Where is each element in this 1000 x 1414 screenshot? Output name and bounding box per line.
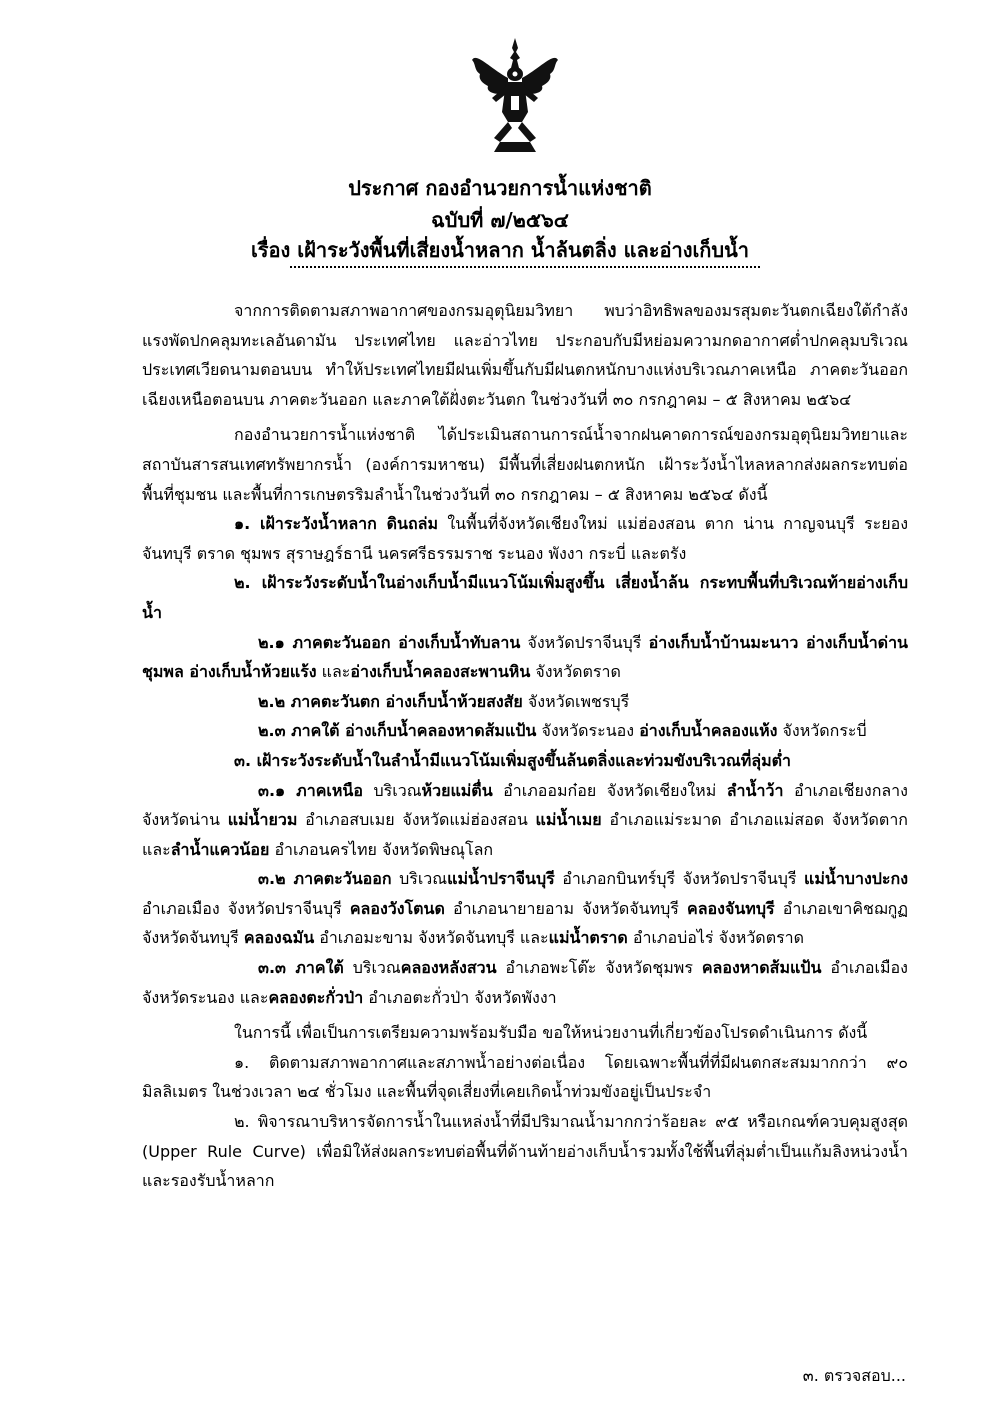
actions-lead: ในการนี้ เพื่อเป็นการเตรียมความพร้อมรับมือ ขอให้หน่วยงานที่เกี่ยวข้องโปรดดำเนินการ ดังนี้ [234, 1023, 868, 1043]
item-3-2-text-3: อำเภอเมือง จังหวัดปราจีนบุรี [142, 898, 350, 918]
continued-marker: ๓. ตรวจสอบ... [802, 1366, 906, 1385]
item-3-1-bold-1: ๓.๑ ภาคเหนือ [258, 780, 363, 800]
item-2-1-bold-1: ๒.๑ ภาคตะวันออก อ่างเก็บน้ำทับลาน [258, 632, 521, 652]
item-2-3-bold-2: อ่างเก็บน้ำคลองแห้ง [639, 721, 778, 741]
item-3-2-bold-1: ๓.๒ ภาคตะวันออก [258, 869, 392, 889]
item-2-heading: ๒. เฝ้าระวังระดับน้ำในอ่างเก็บน้ำมีแนวโน้มเพิ่มสูงขึ้น เสี่ยงน้ำล้น กระทบพื้นที่บริเวณท้ายอ่างเก็บน้ำ [142, 573, 908, 622]
announcement-issuer: ประกาศ กองอำนวยการน้ำแห่งชาติ [348, 176, 652, 200]
item-2 [142, 568, 908, 627]
item-3-1-text-4: อำเภอสบเมย จังหวัดแม่ฮ่องสอน [297, 810, 536, 830]
item-1 [142, 509, 908, 568]
announcement-subject: เรื่อง เฝ้าระวังพื้นที่เสี่ยงน้ำหลาก น้ำล้นตลิ่ง และอ่างเก็บน้ำ [250, 238, 750, 262]
item-2-3-text-2: จังหวัดกระบี่ [777, 721, 867, 741]
item-3-2-bold-4: คลองวังโตนด [349, 898, 445, 918]
item-3-1-bold-2: ห้วยแม่ตื่น [421, 780, 493, 800]
item-2-1-text-3: จังหวัดตราด [530, 662, 621, 682]
intro-paragraph-1: จากการติดตามสภาพอากาศของกรมอุตุนิยมวิทยา พบว่าอิทธิพลของมรสุมตะวันตกเฉียงใต้กำลังแรงพัดปกคลุมทะเลอันดามัน ประเทศไทย และอ่าวไทย ประกอบกับมีหย่อมความกดอากาศต่ำปกคลุมบริเวณประเทศเวียดนามตอนบน ทำให้ประเทศไทยมีฝนเพิ่มขึ้นกับมีฝนตกหนักบางแห่งบริเวณภาคเหนือ ภาคตะวันออกเฉียงเหนือตอนบน ภาคตะวันออก และภาคใต้ฝั่งตะวันตก ในช่วงวันที่ ๓๐ กรกฎาคม – ๕ สิงหาคม ๒๕๖๔ [142, 301, 908, 409]
item-3-1-text-5: อำเภอแม่ระมาด อำเภอแม่สอด จังหวัดตาก และ [142, 810, 908, 859]
item-3-2-text-2: อำเภอกบินทร์บุรี จังหวัดปราจีนบุรี [554, 869, 805, 889]
item-2-2-text-1: จังหวัดเพชรบุรี [522, 691, 630, 711]
announcement-number: ฉบับที่ ๗/๒๕๖๔ [431, 208, 569, 232]
intro-paragraph-2: กองอำนวยการน้ำแห่งชาติ ได้ประเมินสถานการณ์น้ำจากฝนคาดการณ์ของกรมอุตุนิยมวิทยาและสถาบันสารสนเทศทรัพยากรน้ำ (องค์การมหาชน) มีพื้นที่เสี่ยงฝนตกหนัก เฝ้าระวังน้ำไหลหลากส่งผลกระทบต่อพื้นที่ชุมชน และพื้นที่การเกษตรริมลำน้ำในช่วงวันที่ ๓๐ กรกฎาคม – ๕ สิงหาคม ๒๕๖๔ ดังนี้ [142, 425, 908, 504]
item-3-1-bold-3: ลำน้ำว้า [726, 780, 784, 800]
item-3-1-bold-4: แม่น้ำยวม [227, 810, 298, 830]
announcement-body [142, 296, 908, 1196]
item-2-1-text-1: จังหวัดปราจีนบุรี [520, 632, 649, 652]
item-3-1-bold-6: ลำน้ำแควน้อย [170, 839, 270, 859]
action-2: ๒. พิจารณาบริหารจัดการน้ำในแหล่งน้ำที่มีปริมาณน้ำมากกว่าร้อยละ ๙๕ หรือเกณฑ์ควบคุมสูงสุด (Upper Rule Curve) เพื่อมิให้ส่งผลกระทบต่อพื้นที่ด้านท้ายอ่างเก็บน้ำรวมทั้งใช้พื้นที่ลุ่มต่ำเป็นแก้มลิงหน่วงน้ำและรองรับน้ำหลาก [142, 1112, 908, 1191]
item-1-text: ในพื้นที่จังหวัดเชียงใหม่ แม่ฮ่องสอน ตาก น่าน กาญจนบุรี ระยอง จันทบุรี ตราด ชุมพร สุราษฎร์ธานี นครศรีธรรมราช ระนอง พังงา กระบี่ และตรัง [142, 514, 908, 563]
item-3-3-text-2: อำเภอพะโต๊ะ จังหวัดชุมพร [496, 958, 702, 978]
item-3-1 [142, 776, 908, 865]
item-3-3-text-4: อำเภอตะกั่วป่า จังหวัดพังงา [363, 987, 557, 1007]
item-3-2-text-7: อำเภอบ่อไร่ จังหวัดตราด [627, 928, 805, 948]
item-3-2-bold-3: แม่น้ำบางปะกง [804, 869, 908, 889]
item-2-3 [142, 716, 908, 746]
item-3-1-text-3: อำเภอเชียงกลาง จังหวัดน่าน [142, 780, 908, 830]
item-3-1-text-6: อำเภอนครไทย จังหวัดพิษณุโลก [269, 839, 494, 859]
item-3-3-bold-4: คลองตะกั่วป่า [268, 987, 364, 1007]
garuda-emblem-icon [470, 38, 560, 156]
item-3-1-bold-5: แม่น้ำเมย [535, 810, 602, 830]
item-3-heading: ๓. เฝ้าระวังระดับน้ำในลำน้ำมีแนวโน้มเพิ่มสูงขึ้นล้นตลิ่งและท่วมขังบริเวณที่ลุ่มต่ำ [234, 750, 791, 770]
item-2-3-bold-1: ๒.๓ ภาคใต้ อ่างเก็บน้ำคลองหาดส้มแป้น [258, 721, 537, 741]
item-2-1-bold-3: อ่างเก็บน้ำคลองสะพานหิน [350, 662, 531, 682]
item-3-3 [142, 953, 908, 1012]
item-3-2-bold-6: คลองฉมัน [243, 928, 315, 948]
item-2-1 [142, 628, 908, 687]
item-3-3-bold-2: คลองหลังสวน [400, 958, 497, 978]
item-3-2-text-6: อำเภอมะขาม จังหวัดจันทบุรี และ [314, 928, 549, 948]
item-3-1-text-1: บริเวณ [362, 780, 422, 800]
item-3-2-bold-2: แม่น้ำปราจีนบุรี [447, 869, 555, 889]
item-3-3-bold-3: คลองหาดส้มแป้น [701, 958, 822, 978]
item-3-2-text-5: อำเภอเขาคิชฌกูฏ จังหวัดจันทบุรี [142, 898, 909, 948]
item-3-2-text-1: บริเวณ [391, 869, 448, 889]
item-2-2 [142, 687, 908, 717]
item-2-3-text-1: จังหวัดระนอง [536, 721, 640, 741]
item-3-2-bold-5: คลองจันทบุรี [687, 898, 775, 918]
item-3-2 [142, 864, 908, 953]
item-3-3-bold-1: ๓.๓ ภาคใต้ [258, 958, 344, 978]
item-3-2-bold-7: แม่น้ำตราด [548, 928, 628, 948]
item-3-3-text-3: อำเภอเมือง จังหวัดระนอง และ [142, 958, 908, 1007]
title-divider [290, 266, 760, 268]
item-2-1-bold-2: อ่างเก็บน้ำบ้านมะนาว อ่างเก็บน้ำด่านชุมพล อ่างเก็บน้ำห้วยแร้ง [142, 632, 908, 682]
item-2-2-bold-1: ๒.๒ ภาคตะวันตก อ่างเก็บน้ำห้วยสงสัย [258, 691, 523, 711]
item-1-heading: ๑. เฝ้าระวังน้ำหลาก ดินถล่ม [234, 514, 439, 534]
item-2-1-text-2: และ [316, 662, 351, 682]
item-3 [142, 746, 908, 776]
item-3-2-text-4: อำเภอนายายอาม จังหวัดจันทบุรี [444, 898, 688, 918]
item-3-3-text-1: บริเวณ [343, 958, 401, 978]
action-1: ๑. ติดตามสภาพอากาศและสภาพน้ำอย่างต่อเนื่อง โดยเฉพาะพื้นที่ที่มีฝนตกสะสมมากกว่า ๙๐ มิลลิเมตร ในช่วงเวลา ๒๔ ชั่วโมง และพื้นที่จุดเสี่ยงที่เคยเกิดน้ำท่วมขังอยู่เป็นประจำ [142, 1052, 908, 1102]
item-3-1-text-2: อำเภออมก๋อย จังหวัดเชียงใหม่ [492, 780, 727, 800]
